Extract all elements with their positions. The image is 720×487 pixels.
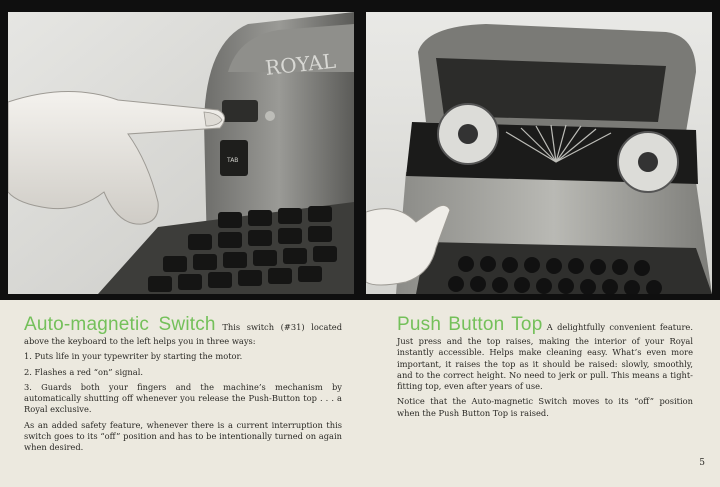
page-number: 5 <box>699 458 705 468</box>
push-button-top-section <box>397 314 693 423</box>
push-button-top-body: A delightfully convenient feature. Just press and the top raises, making the interior of your Royal instantly accessible. Helps make cleaning easy. What’s even more important, it raises the top as it should be raised: slowly, smoothly, and to the correct height. No need to jerk or pull. This means a tight-fitting top, even after years of use. <box>397 322 693 392</box>
list-item: 1. Puts life in your typewriter by starting the motor. <box>24 351 243 362</box>
auto-magnetic-switch-heading: Auto-magnetic Switch <box>24 314 216 335</box>
auto-magnetic-switch-section <box>24 314 342 458</box>
list-item: 2. Flashes a red “on” signal. <box>24 366 143 377</box>
royal-logo: ROYAL <box>264 48 337 80</box>
photo-switch-illustration <box>8 12 354 294</box>
push-button-top-note: Notice that the Auto-magnetic Switch moves to its “off” position when the Push Button Top is raised. <box>397 396 693 418</box>
safety-note: As an added safety feature, whenever there is a current interruption this switch goes to its “off” position and has to be intentionally turned on again when desired. <box>24 419 342 453</box>
photo-top-illustration <box>366 12 712 294</box>
tab-key-label: TAB <box>227 157 239 164</box>
list-item: 3. Guards both your fingers and the machine’s mechanism by automatically shutting off whenever you release the Push-Button top . . . a Royal exclusive. <box>24 381 342 415</box>
photo-push-button-top <box>366 12 712 294</box>
auto-magnetic-switch-intro: This switch (#31) located above the keyboard to the left helps you in three ways: <box>24 322 343 346</box>
push-button-top-heading: Push Button Top <box>397 314 543 335</box>
photo-switch <box>8 12 354 294</box>
